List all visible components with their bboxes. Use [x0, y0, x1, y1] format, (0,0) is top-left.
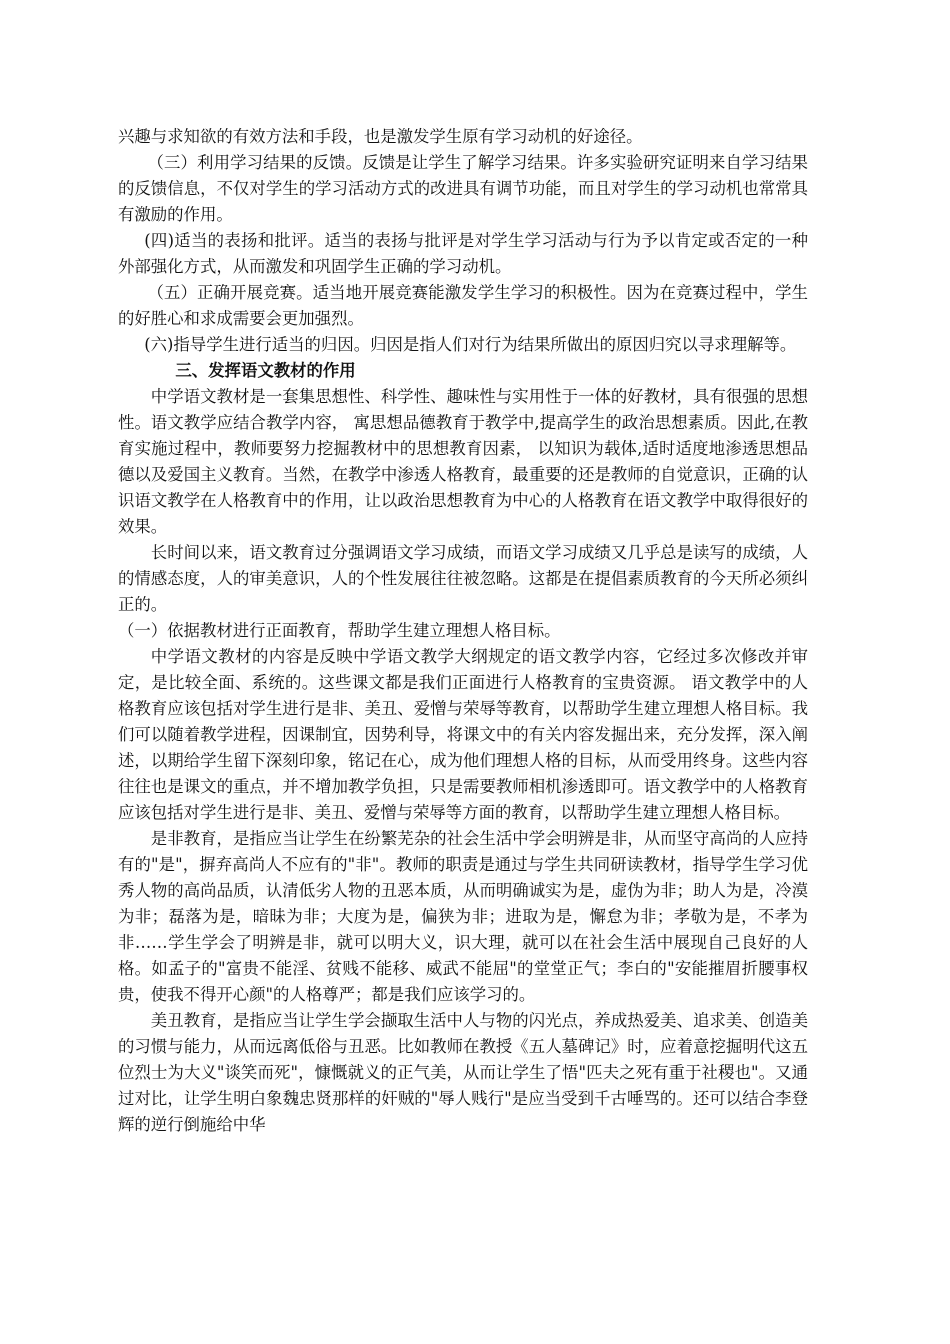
- paragraph-feedback: （三）利用学习结果的反馈。反馈是让学生了解学习结果。许多实验研究证明来自学习结果的反馈信息，不仅对学生的学习活动方式的改进具有调节功能，而且对学生的学习动机也常常具有激励的作用。: [118, 153, 808, 224]
- paragraph-continuation: 兴趣与求知欲的有效方法和手段，也是激发学生原有学习动机的好途径。: [118, 127, 643, 146]
- section-heading: 三、发挥语文教材的作用: [175, 361, 356, 380]
- paragraph-textbook-content: 中学语文教材的内容是反映中学语文教学大纲规定的语文教学内容，它经过多次修改并审定，是比较全面、系统的。这些课文都是我们正面进行人格教育的宝贵资源。 语文教学中的人格教育应该包括对学生进行是非、美丑、爱憎与荣辱等教育，以帮助学生建立理想人格目标。我们可以随着教学进程，因课制宜，因势利导，将课文中的有关内容发掘出来，充分发挥，深入阐述，以期给学生留下深刻印象，铭记在心，成为他们理想人格的目标，从而受用终身。这些内容往往也是课文的重点，并不增加教学负担，只是需要教师相机渗透即可。语文教学中的人格教育应该包括对学生进行是非、美丑、爱憎与荣辱等方面的教育，以帮助学生建立理想人格目标。: [118, 647, 808, 822]
- paragraph-competition: （五）正确开展竞赛。适当地开展竞赛能激发学生学习的积极性。因为在竞赛过程中，学生的好胜心和求成需要会更加强烈。: [118, 283, 808, 328]
- paragraph-right-wrong: 是非教育，是指应当让学生在纷繁芜杂的社会生活中学会明辨是非，从而坚守高尚的人应持有的"是"，摒弃高尚人不应有的"非"。教师的职责是通过与学生共同研读教材，指导学生学习优秀人物的高尚品质，认清低劣人物的丑恶本质，从而明确诚实为是，虚伪为非；助人为是，冷漠为非；磊落为是，暗昧为非；大度为是，偏狭为非；进取为是，懈怠为非；孝敬为是，不孝为非……学生学会了明辨是非，就可以明大义，识大理，就可以在社会生活中展现自己良好的人格。如孟子的"富贵不能淫、贫贱不能移、威武不能屈"的堂堂正气；李白的"安能摧眉折腰事权贵，使我不得开心颜"的人格尊严；都是我们应该学习的。: [118, 829, 808, 1004]
- paragraph-textbook-role: 中学语文教材是一套集思想性、科学性、趣味性与实用性于一体的好教材，具有很强的思想性。语文教学应结合教学内容， 寓思想品德教育于教学中,提高学生的政治思想素质。因此,在教育实施过程中，教师要努力挖掘教材中的思想教育因素， 以知识为载体,适时适度地渗透思想品德以及爱国主义教育。当然，在教学中渗透人格教育，最重要的还是教师的自觉意识，正确的认识语文教学在人格教育中的作用，让以政治思想教育为中心的人格教育在语文教学中取得很好的效果。: [118, 387, 808, 536]
- paragraph-attribution: (六)指导学生进行适当的归因。归因是指人们对行为结果所做出的原因归究以寻求理解等。: [144, 335, 797, 354]
- paragraph-beauty-ugliness: 美丑教育，是指应当让学生学会撷取生活中人与物的闪光点，养成热爱美、追求美、创造美的习惯与能力，从而远离低俗与丑恶。比如教师在教授《五人墓碑记》时，应着意挖掘明代这五位烈士为大义"谈笑而死"，慷慨就义的正气美，从而让学生了悟"匹夫之死有重于社稷也"。又通过对比，让学生明白象魏忠贤那样的奸贼的"辱人贱行"是应当受到千古唾骂的。还可以结合李登辉的逆行倒施给中华: [118, 1011, 808, 1134]
- paragraph-long-time: 长时间以来，语文教育过分强调语文学习成绩，而语文学习成绩又几乎总是读写的成绩，人的情感态度，人的审美意识，人的个性发展往往被忽略。这都是在提倡素质教育的今天所必须纠正的。: [118, 543, 808, 614]
- subsection-heading: （一）依据教材进行正面教育，帮助学生建立理想人格目标。: [118, 621, 561, 640]
- document-body: [118, 124, 808, 1138]
- paragraph-praise-criticism: (四)适当的表扬和批评。适当的表扬与批评是对学生学习活动与行为予以肯定或否定的一种外部强化方式，从而激发和巩固学生正确的学习动机。: [118, 231, 808, 276]
